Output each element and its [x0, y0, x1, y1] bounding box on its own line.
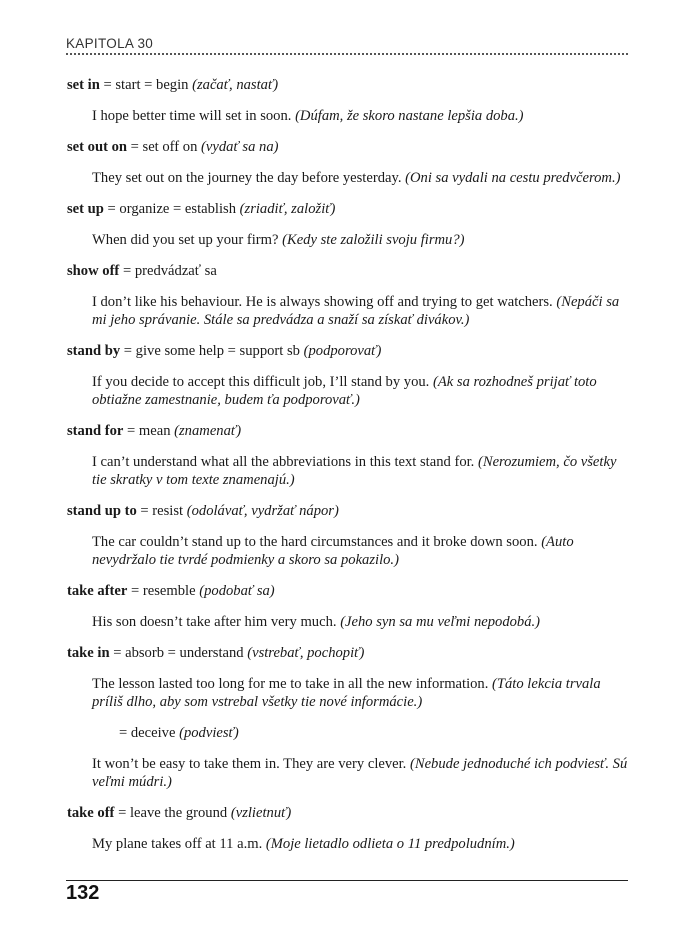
entry-term-line [67, 342, 629, 360]
example-sk: (Jeho syn sa mu veľmi nepodobá.) [340, 614, 541, 630]
translation: (podviesť) [179, 725, 239, 741]
example-en: I don’t like his behaviour. He is always showing off and trying to get watchers. [92, 294, 557, 310]
phrasal-verb: take in [67, 645, 110, 661]
example-sentence [67, 373, 629, 409]
phrasal-verb: take after [67, 583, 128, 599]
example-sentence [67, 675, 629, 711]
entry-term-line [67, 644, 629, 662]
translation: (odolávať, vydržať nápor) [186, 503, 339, 519]
example-en: If you decide to accept this difficult job, I’ll stand by you. [92, 374, 433, 390]
entry-term-line [67, 582, 629, 600]
entry-term-line [67, 502, 629, 520]
example-en: I can’t understand what all the abbreviations in this text stand for. [92, 454, 478, 470]
chapter-header: KAPITOLA 30 [66, 36, 154, 51]
translation: (vzlietnuť) [230, 805, 292, 821]
example-sk: (Oni sa vydali na cestu predvčerom.) [405, 170, 621, 186]
example-en: The car couldn’t stand up to the hard circumstances and it broke down soon. [92, 534, 542, 550]
definition: = predvádzať sa [119, 263, 217, 279]
example-sk: (Moje lietadlo odlieta o 11 predpoludním.) [265, 836, 515, 852]
entry-term-line [67, 76, 629, 94]
phrasal-verb: stand by [67, 343, 121, 359]
phrasal-verb: set out on [67, 139, 127, 155]
example-en: His son doesn’t take after him very much. [92, 614, 341, 630]
header-divider [66, 53, 628, 55]
phrasal-verb: take off [67, 805, 115, 821]
footer-divider [66, 880, 628, 881]
phrasal-verb: set up [67, 201, 104, 217]
translation: (vstrebať, pochopiť) [247, 645, 365, 661]
definition: = resemble [127, 583, 200, 599]
example-sk: (Nerozumiem, čo všetky tie skratky v tom texte znamenajú.) [92, 454, 617, 488]
sub-definition [67, 724, 629, 742]
example-sentence [67, 453, 629, 489]
example-sk: (Kedy ste založili svoju firmu?) [282, 232, 465, 248]
example-sentence [67, 231, 629, 249]
translation: (podporovať) [303, 343, 382, 359]
definition: = mean [123, 423, 175, 439]
entry-list [67, 76, 629, 853]
definition: = set off on [127, 139, 202, 155]
definition: = organize = establish [103, 201, 240, 217]
entry-term-line [67, 200, 629, 218]
translation: (začať, nastať) [192, 77, 279, 93]
definition: = deceive [119, 725, 180, 741]
phrasal-verb: stand for [67, 423, 124, 439]
example-en: My plane takes off at 11 a.m. [92, 836, 266, 852]
example-sentence [67, 613, 629, 631]
phrasal-verb: set in [67, 77, 100, 93]
entry-term-line [67, 422, 629, 440]
definition: = give some help = support sb [120, 343, 304, 359]
example-sentence [67, 533, 629, 569]
entry-term-line [67, 262, 629, 280]
example-en: The lesson lasted too long for me to take in all the new information. [92, 676, 493, 692]
example-sk: (Nepáči sa mi jeho správanie. Stále sa predvádza a snaží sa získať divákov.) [92, 294, 620, 328]
example-sk: (Auto nevydržalo tie tvrdé podmienky a skoro sa pokazilo.) [92, 534, 574, 568]
example-en: It won’t be easy to take them in. They are very clever. [92, 756, 410, 772]
definition: = resist [136, 503, 187, 519]
definition: = leave the ground [114, 805, 231, 821]
translation: (znamenať) [174, 423, 242, 439]
entry-term-line [67, 138, 629, 156]
translation: (vydať sa na) [201, 139, 279, 155]
phrasal-verb: stand up to [67, 503, 137, 519]
example-sentence [67, 169, 629, 187]
example-sentence [67, 755, 629, 791]
example-sk: (Nebude jednoduché ich podviesť. Sú veľmi múdri.) [92, 756, 628, 790]
example-sk: (Dúfam, že skoro nastane lepšia doba.) [295, 108, 524, 124]
example-sentence [67, 835, 629, 853]
example-sentence [67, 293, 629, 329]
entry-term-line [67, 804, 629, 822]
example-en: They set out on the journey the day before yesterday. [92, 170, 406, 186]
example-en: When did you set up your firm? [92, 232, 283, 248]
page-number: 132 [66, 882, 100, 904]
definition: = absorb = understand [109, 645, 248, 661]
translation: (podobať sa) [199, 583, 275, 599]
phrasal-verb: show off [67, 263, 120, 279]
translation: (zriadiť, založiť) [239, 201, 336, 217]
example-sk: (Táto lekcia trvala príliš dlho, aby som vstrebal všetky tie nové informácie.) [92, 676, 601, 710]
example-en: I hope better time will set in soon. [92, 108, 296, 124]
definition: = start = begin [99, 77, 193, 93]
example-sk: (Ak sa rozhodneš prijať toto obtiažne zamestnanie, budem ťa podporovať.) [92, 374, 597, 408]
example-sentence [67, 107, 629, 125]
